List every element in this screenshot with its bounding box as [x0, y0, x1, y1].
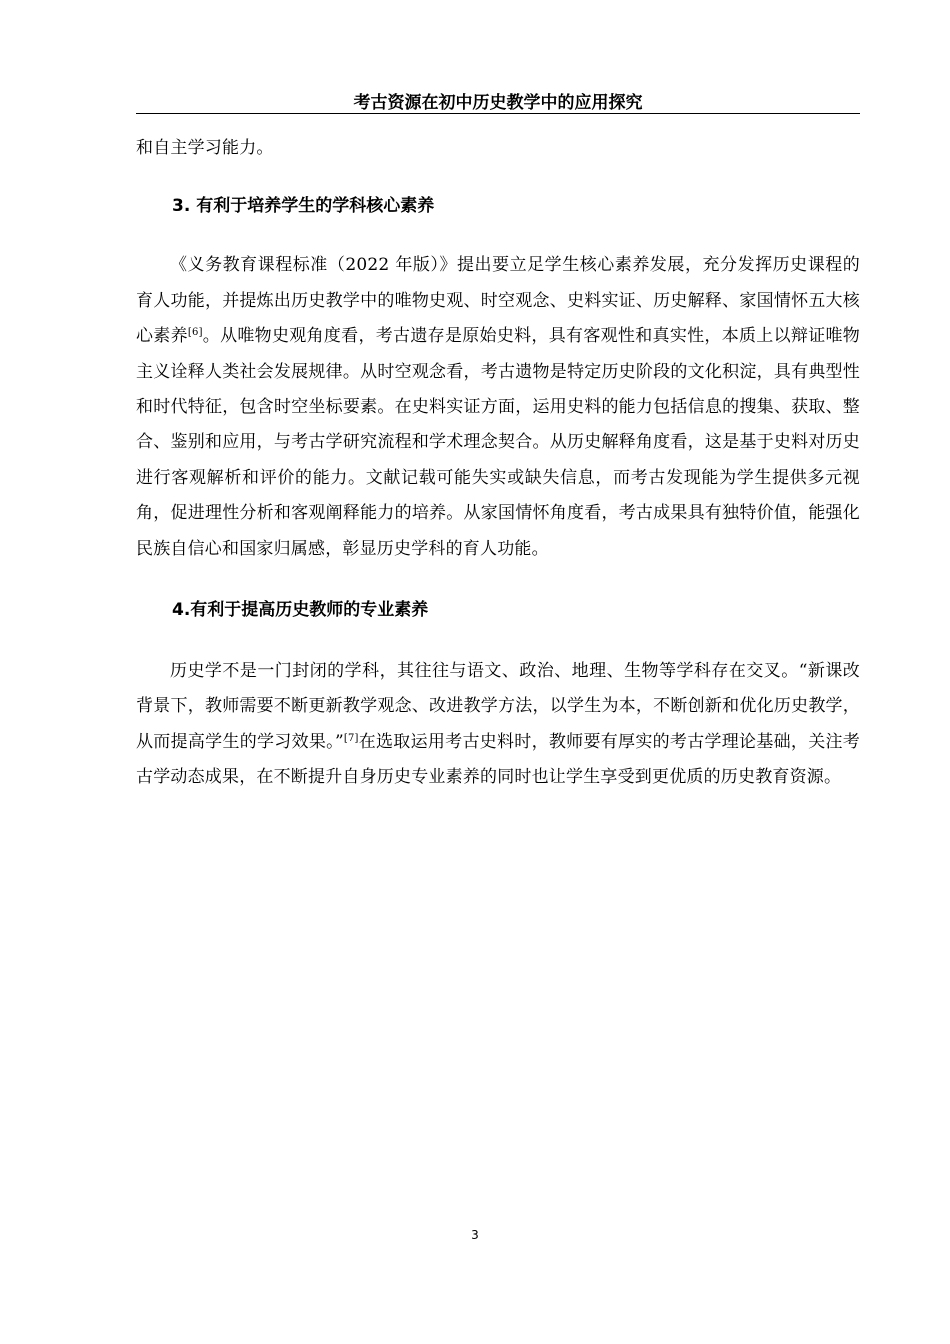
continuation-paragraph: 和自主学习能力。: [136, 138, 274, 158]
header-rule: [136, 113, 860, 114]
page-body: [136, 131, 860, 796]
section-3-text-a: 《义务教育课程标准（2022 年版）》提出要立足学生核心素养发展，充分发挥历史课程的育人功能，并提炼出历史教学中的唯物史观、时空观念、史料实证、历史解释、家国情怀五大核心素养: [136, 255, 860, 347]
citation-6: [6]: [187, 327, 203, 339]
section-4-heading: 4.有利于提高历史教师的专业素养: [172, 600, 429, 621]
section-3-paragraph: [136, 248, 860, 567]
running-header-title: 考古资源在初中历史教学中的应用探究: [353, 93, 643, 113]
section-4-text-b: 在选取运用考古史料时，教师要有厚实的考古学理论基础，关注考古学动态成果，在不断提升自身历史专业素养的同时也让学生享受到更优质的历史教育资源。: [136, 731, 860, 788]
page-number: 3: [471, 1228, 479, 1242]
section-3-heading: 3. 有利于培养学生的学科核心素养: [172, 196, 435, 217]
section-4-text-a: 历史学不是一门封闭的学科，其往往与语文、政治、地理、生物等学科存在交叉。“新课改背景下，教师需要不断更新教学观念、改进教学方法，以学生为本，不断创新和优化历史教学，从而提高学生的学习效果。”: [136, 661, 860, 752]
section-4-paragraph: [136, 654, 860, 796]
section-3-text-b: 。从唯物史观角度看，考古遗存是原始史料，具有客观性和真实性，本质上以辩证唯物主义诠释人类社会发展规律。从时空观念看，考古遗物是特定历史阶段的文化积淀，具有典型性和时代特征，包含时空坐标要素。在史料实证方面，运用史料的能力包括信息的搜集、获取、整合、鉴别和应用，与考古学研究流程和学术理念契合。从历史解释角度看，这是基于史料对历史进行客观解析和评价的能力。文献记载可能失实或缺失信息，而考古发现能为学生提供多元视角，促进理性分析和客观阐释能力的培养。从家国情怀角度看，考古成果具有独特价值，能强化民族自信心和国家归属感，彰显历史学科的育人功能。: [136, 326, 860, 559]
citation-7: [7]: [343, 732, 359, 744]
